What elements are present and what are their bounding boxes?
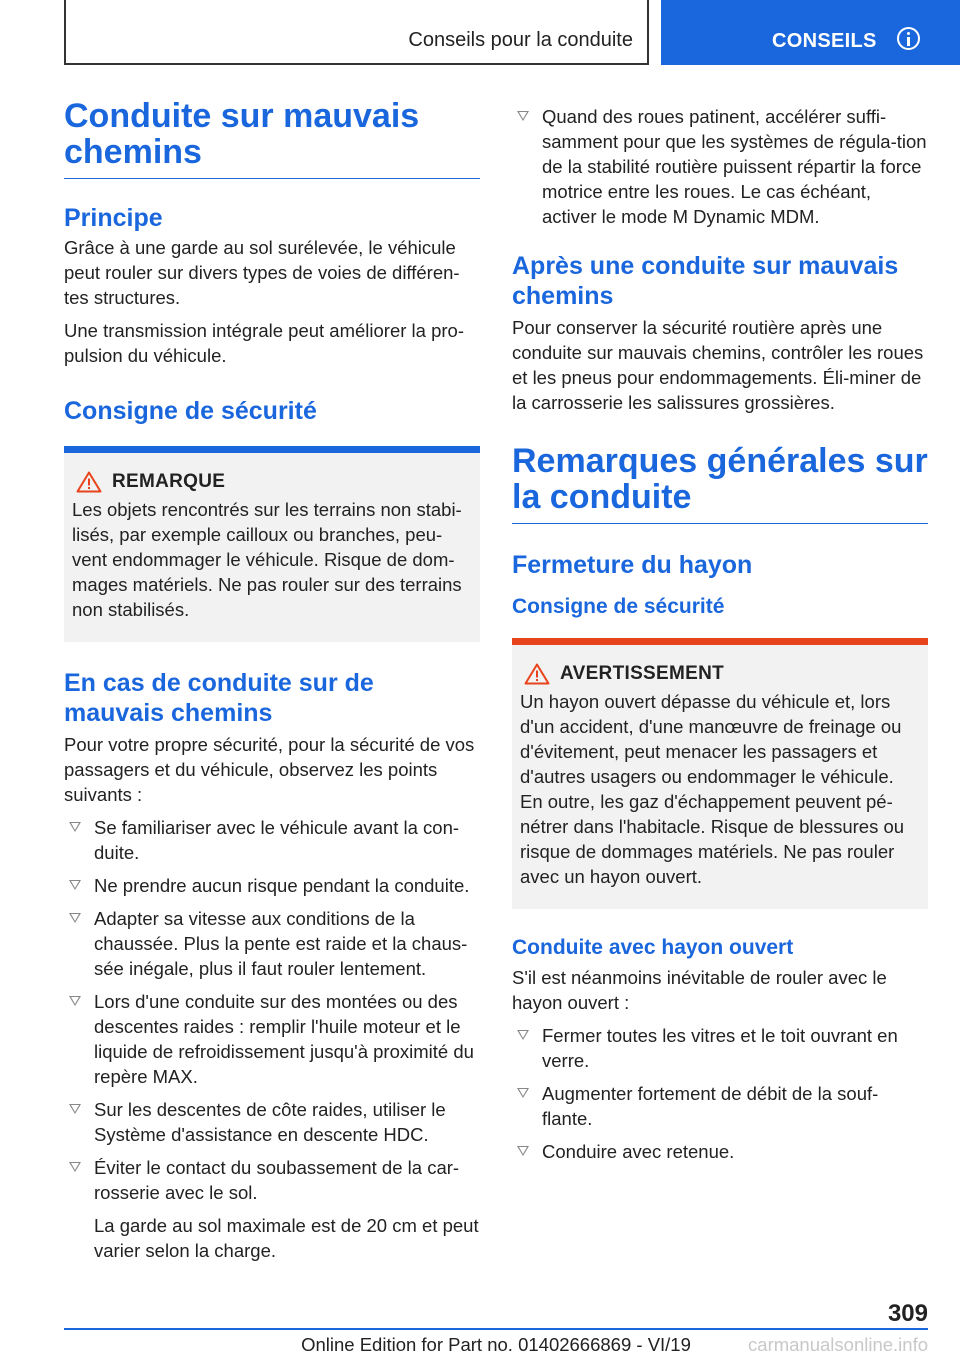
heading-safety: Consigne de sécurité — [64, 397, 317, 425]
list-item: Ne prendre aucun risque pendant la conduite. — [64, 873, 480, 898]
header-tab-conseils[interactable] — [661, 0, 960, 65]
heading-after-rough-roads: Après une conduite sur mauvais chemins — [512, 252, 899, 310]
triangle-bullet-icon — [69, 996, 81, 1006]
list-item: Se familiariser avec le véhicule avant la con-duite. — [64, 815, 480, 865]
triangle-bullet-icon — [69, 822, 81, 832]
list-item-note: La garde au sol maximale est de 20 cm et peut varier selon la charge. — [94, 1215, 479, 1261]
triangle-bullet-icon — [517, 1146, 529, 1156]
header-frame — [64, 0, 649, 65]
heading-open-tailgate: Conduite avec hayon ouvert — [512, 936, 794, 959]
list-item: Quand des roues patinent, accélérer suffi-samment pour que les systèmes de régula-tion de la stabilité routière puissent répartir la force motrice entre les roues. Le cas échéant, activer le mode M Dynamic MDM. — [512, 104, 928, 229]
footer-edition: Online Edition for Part no. 01402666869 - VI/19 — [301, 1334, 691, 1355]
page-number: 309 — [887, 1300, 928, 1327]
warning-triangle-icon — [524, 663, 550, 685]
triangle-bullet-icon — [517, 1030, 529, 1040]
heading-principle: Principe — [64, 204, 163, 232]
notice-box-remarque — [64, 446, 480, 642]
list-item: Éviter le contact du soubassement de la car-rosserie avec le sol. La garde au sol maximale est de 20 cm et peut varier selon la charge. — [64, 1155, 480, 1263]
heading-tailgate: Fermeture du hayon — [512, 551, 753, 579]
principle-paragraph-1: Grâce à une garde au sol surélevée, le véhicule peut rouler sur divers types de voies de différen-tes structures. — [64, 237, 460, 308]
heading-tailgate-safety: Consigne de sécurité — [512, 595, 725, 618]
notice-head — [520, 663, 920, 685]
list-item: Fermer toutes les vitres et le toit ouvrant en verre. — [512, 1023, 928, 1073]
rough-intro: Pour votre propre sécurité, pour la sécurité de vos passagers et du véhicule, observez les points suivants : — [64, 734, 475, 805]
header-tab-label: CONSEILS — [772, 30, 877, 52]
heading-rough-roads-driving: En cas de conduite sur de mauvais chemins — [64, 669, 374, 727]
notice-text: Un hayon ouvert dépasse du véhicule et, lors d'un accident, d'une manœuvre de freinage ou d'évitement, peut menacer les passagers et d'autres usagers ou endommager le véhicule. En outre, les gaz d'échappement peuvent pé-nétrer dans l'habitacle. Risque de blessures ou risque de dommages matériels. Ne pas rouler avec un hayon ouvert. — [520, 691, 905, 887]
right-column — [512, 104, 928, 1172]
page-title-rough-roads: Conduite sur mauvais chemins — [64, 98, 480, 179]
list-item: Conduire avec retenue. — [512, 1139, 928, 1164]
rough-roads-list — [64, 815, 480, 1263]
triangle-bullet-icon — [517, 1088, 529, 1098]
notice-title: AVERTISSEMENT — [560, 663, 725, 684]
footer-watermark: carmanualsonline.info — [748, 1334, 928, 1355]
triangle-bullet-icon — [517, 111, 529, 121]
triangle-bullet-icon — [69, 880, 81, 890]
notice-head — [72, 471, 472, 493]
notice-text: Les objets rencontrés sur les terrains non stabi-lisés, par exemple cailloux ou branches, peu-vent endommager le véhicule. Risque de dom-mages matériels. Ne pas rouler sur des terrains non stabilisés. — [72, 499, 462, 620]
triangle-bullet-icon — [69, 1104, 81, 1114]
header-section-title: Conseils pour la conduite — [408, 29, 633, 51]
warning-triangle-icon — [76, 471, 102, 493]
continued-list — [512, 104, 928, 229]
triangle-bullet-icon — [69, 913, 81, 923]
page-title-general-remarks: Remarques générales sur la conduite — [512, 443, 928, 524]
list-item: Adapter sa vitesse aux conditions de la chaussée. Plus la pente est raide et la chaus-sée inégale, plus il faut rouler lentement. — [64, 906, 480, 981]
after-text: Pour conserver la sécurité routière après une conduite sur mauvais chemins, contrôler les roues et les pneus pour endommagements. Éli-miner de la carrosserie les salissures grossières. — [512, 317, 924, 413]
notice-box-avertissement — [512, 638, 928, 909]
open-tailgate-list — [512, 1023, 928, 1164]
list-item: Sur les descentes de côte raides, utiliser le Système d'assistance en descente HDC. — [64, 1097, 480, 1147]
left-column — [64, 98, 480, 1271]
list-item: Lors d'une conduite sur des montées ou des descentes raides : remplir l'huile moteur et le liquide de refroidissement jusqu'à proximité du repère MAX. — [64, 989, 480, 1089]
footer-divider — [64, 1328, 928, 1330]
principle-paragraph-2: Une transmission intégrale peut améliorer la pro-pulsion du véhicule. — [64, 320, 464, 366]
open-tailgate-intro: S'il est néanmoins inévitable de rouler avec le hayon ouvert : — [512, 967, 887, 1013]
triangle-bullet-icon — [69, 1162, 81, 1172]
notice-title: REMARQUE — [112, 471, 226, 492]
list-item: Augmenter fortement de débit de la souf-flante. — [512, 1081, 928, 1131]
info-icon[interactable] — [897, 27, 920, 50]
